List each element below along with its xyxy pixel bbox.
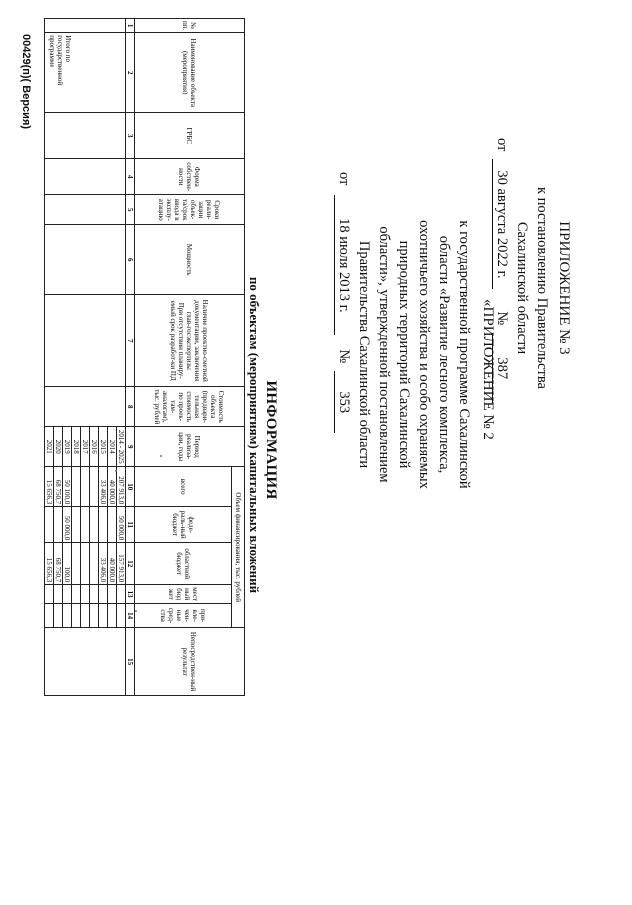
- appendix-2-number: 353: [334, 371, 352, 433]
- local-cell: [72, 585, 81, 604]
- appendix-3-title: ПРИЛОЖЕНИЕ № 3: [556, 221, 572, 355]
- federal-cell: [108, 507, 117, 543]
- appendix-3-number: 387: [492, 333, 510, 403]
- total-cell: 40 000,0: [108, 467, 117, 507]
- total-cell: 15 656,3: [45, 467, 54, 507]
- local-cell: [54, 585, 63, 604]
- header-federal: феде-раль-ный бюджет: [135, 507, 232, 543]
- appendix-2-line: природных территорий Сахалинской: [396, 240, 412, 469]
- total-cell: [90, 467, 99, 507]
- header-grbs: ГРБС: [135, 113, 245, 159]
- regional-cell: 100,0: [63, 543, 72, 585]
- header-ownership: Форма собствен-ности: [135, 159, 245, 195]
- header-attracted: при-вле-чен-ные сред-ства: [135, 604, 232, 628]
- period-cell: 2021: [45, 427, 54, 467]
- appendix-2-line: к государственной программе Сахалинской: [456, 220, 472, 489]
- total-cell: [72, 467, 81, 507]
- header-period: Период реализа-ции, годы: [135, 427, 245, 467]
- local-cell: [117, 585, 126, 604]
- column-number: 14: [126, 604, 135, 628]
- period-cell: 2018: [72, 427, 81, 467]
- total-cell: 68 750,7: [54, 467, 63, 507]
- appendix-2-date: 18 июля 2013 г.: [334, 195, 352, 335]
- local-cell: [81, 585, 90, 604]
- column-number: 6: [126, 225, 135, 295]
- table-row: [117, 19, 126, 696]
- total-cell: [81, 467, 90, 507]
- appendix-3-line1: к постановлению Правительства: [534, 187, 550, 389]
- regional-cell: [72, 543, 81, 585]
- column-number: 4: [126, 159, 135, 195]
- local-cell: [63, 585, 72, 604]
- total-label: Итого по государственной программе: [45, 33, 126, 113]
- total-cell: 207 913,0: [117, 467, 126, 507]
- regional-cell: 40 000,0: [108, 543, 117, 585]
- row-number-cell: [45, 19, 126, 33]
- local-cell: [90, 585, 99, 604]
- appendix-3-from-label: от: [494, 138, 510, 152]
- attracted-cell: [81, 604, 90, 628]
- column-number: 12: [126, 543, 135, 585]
- header-name: Наименование объекта (мероприятия): [135, 33, 245, 113]
- local-cell: [45, 585, 54, 604]
- header-design-docs: [135, 295, 245, 387]
- period-cell: 2016: [90, 427, 99, 467]
- federal-cell: 50 000,0: [63, 507, 72, 543]
- appendix-2-line: области», утвержденной постановлением: [376, 226, 392, 483]
- column-number: 11: [126, 507, 135, 543]
- total-cell: 50 100,0: [63, 467, 72, 507]
- appendix-2-header: [334, 172, 498, 537]
- federal-cell: 50 000,0: [117, 507, 126, 543]
- regional-cell: 68 750,7: [54, 543, 63, 585]
- terms-cell: [45, 195, 126, 225]
- scan-speck: [115, 470, 117, 472]
- scan-speck: [160, 455, 162, 457]
- attracted-cell: [63, 604, 72, 628]
- appendix-2-from-label: от: [336, 172, 352, 186]
- period-cell: 2020: [54, 427, 63, 467]
- regional-cell: [81, 543, 90, 585]
- regional-cell: 157 913,0: [117, 543, 126, 585]
- header-result: Непосредствен-ный результат: [135, 628, 245, 696]
- header-design-docs-text: Наличие проектно-сметной документации, заключения глав-госэкспертизы: [185, 299, 210, 382]
- appendix-2-title: «ПРИЛОЖЕНИЕ № 2: [480, 299, 496, 440]
- regional-cell: [90, 543, 99, 585]
- attracted-cell: [45, 604, 54, 628]
- capital-investment-table: [44, 18, 245, 696]
- column-number: 15: [126, 628, 135, 696]
- federal-cell: [81, 507, 90, 543]
- design-docs-cell: [45, 295, 126, 387]
- local-cell: [108, 585, 117, 604]
- appendix-2-line: охотничьего хозяйства и особо охраняемых: [416, 220, 432, 489]
- column-number: 13: [126, 585, 135, 604]
- column-number: 3: [126, 113, 135, 159]
- header-total: всего: [135, 467, 232, 507]
- column-number: 9: [126, 427, 135, 467]
- table-header-row: [232, 19, 245, 696]
- grbs-cell: [45, 113, 126, 159]
- column-number-row: [126, 19, 135, 696]
- document-subtitle: по объектам (мероприятиям) капитальных вложений: [247, 276, 262, 594]
- header-design-docs-note: При отсутствии планиру-емый срок разработ-ки ПД: [169, 300, 186, 381]
- column-number: 1: [126, 19, 135, 33]
- period-cell: 2019: [63, 427, 72, 467]
- scan-speck: [135, 610, 137, 612]
- attracted-cell: [54, 604, 63, 628]
- column-number: 2: [126, 33, 135, 113]
- column-number: 8: [126, 387, 135, 427]
- appendix-2-number-label: №: [336, 349, 352, 364]
- header-number: № пп.: [135, 19, 245, 33]
- appendix-3-header: [492, 138, 574, 438]
- header-terms: Сроки реали-зации объек-та/срок ввода в эксплу-атацию: [135, 195, 245, 225]
- local-cell: [99, 585, 108, 604]
- column-number: 10: [126, 467, 135, 507]
- period-cell: 2014: [108, 427, 117, 467]
- result-cell: [45, 628, 126, 696]
- appendix-3-line2: Сахалинской области: [514, 221, 530, 355]
- appendix-3-date: 30 августа 2022 г.: [492, 159, 510, 289]
- header-capacity: Мощность: [135, 225, 245, 295]
- attracted-cell: [72, 604, 81, 628]
- total-cell: 33 406,0: [99, 467, 108, 507]
- appendix-2-date-row: [334, 172, 354, 537]
- attracted-cell: [117, 604, 126, 628]
- ownership-cell: [45, 159, 126, 195]
- federal-cell: [72, 507, 81, 543]
- attracted-cell: [108, 604, 117, 628]
- period-cell: 2015: [99, 427, 108, 467]
- regional-cell: 15 656,3: [45, 543, 54, 585]
- appendix-3-number-label: №: [494, 311, 510, 326]
- document-title: ИНФОРМАЦИЯ: [263, 380, 279, 500]
- column-number: 5: [126, 195, 135, 225]
- attracted-cell: [90, 604, 99, 628]
- cost-cell: [45, 387, 126, 427]
- column-number: 7: [126, 295, 135, 387]
- header-funding: Объем финансирования, тыс. рублей: [232, 467, 245, 628]
- appendix-2-line: Правительства Сахалинской области: [356, 240, 372, 469]
- regional-cell: 33 406,0: [99, 543, 108, 585]
- attracted-cell: [99, 604, 108, 628]
- header-regional: областной бюджет: [135, 543, 232, 585]
- header-cost: Стоимость объекта (предвари-тельная стоимость по проек-там-аналогам), тыс. рублей: [135, 387, 245, 427]
- header-local: мест ный бюд жет: [135, 585, 232, 604]
- capacity-cell: [45, 225, 126, 295]
- period-cell: 2017: [81, 427, 90, 467]
- document-version: 00429(п)( Версия): [20, 34, 32, 130]
- federal-cell: [99, 507, 108, 543]
- federal-cell: [54, 507, 63, 543]
- appendix-2-line: области «Развитие лесного комплекса,: [436, 235, 452, 474]
- federal-cell: [45, 507, 54, 543]
- federal-cell: [90, 507, 99, 543]
- period-cell: 2014 - 2025: [117, 427, 126, 467]
